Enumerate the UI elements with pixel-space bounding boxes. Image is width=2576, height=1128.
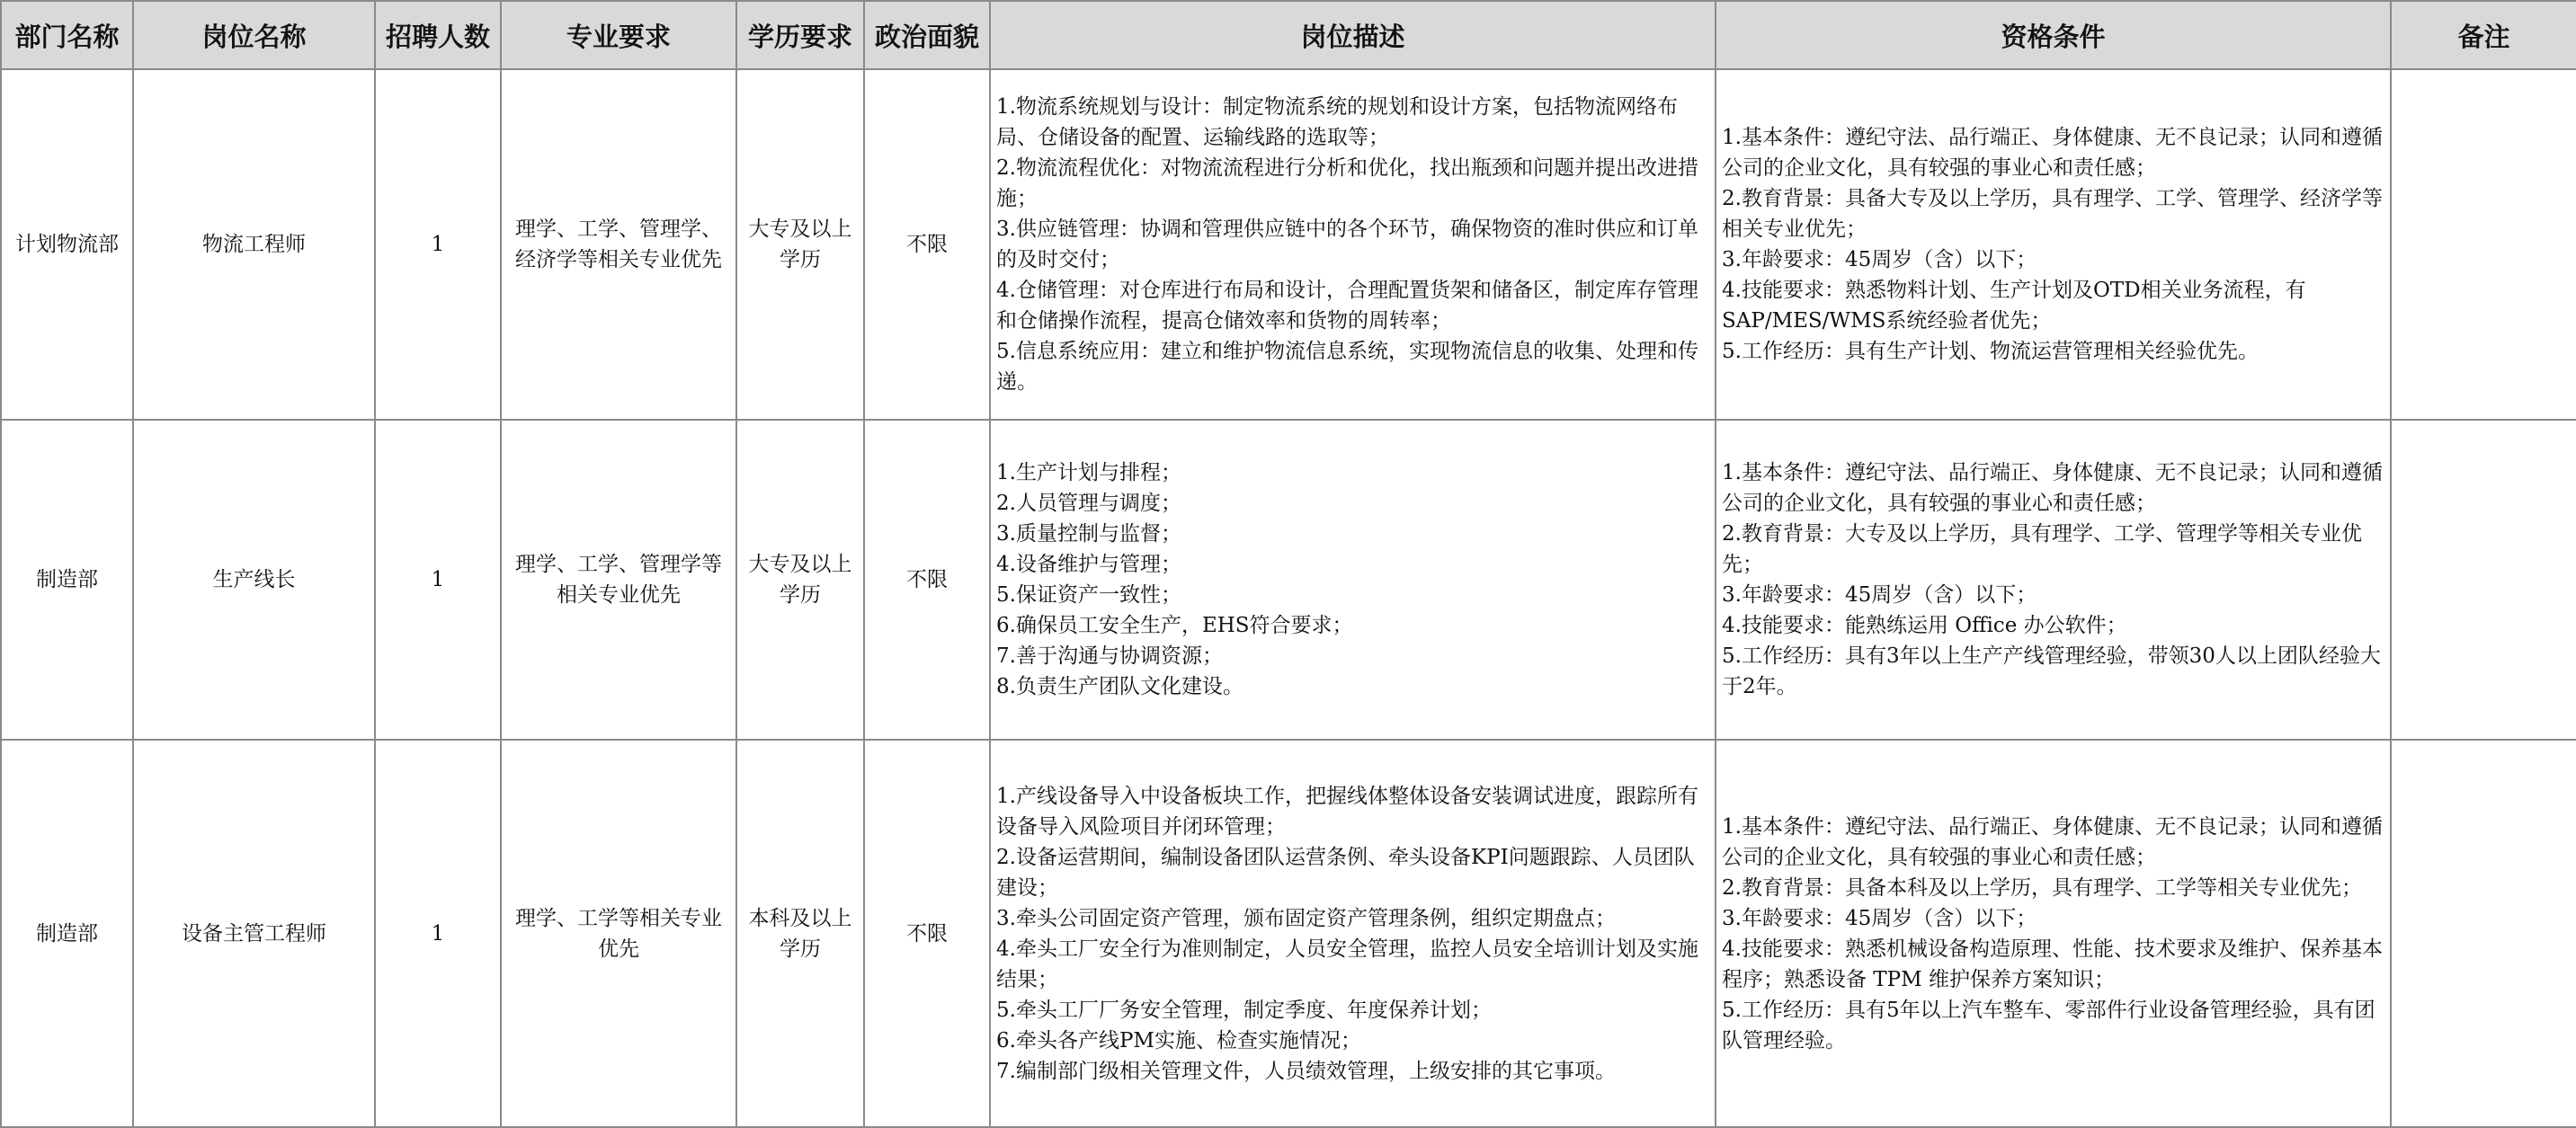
qualifications-list — [1722, 122, 2384, 367]
header-qualifications: 资格条件 — [1716, 1, 2391, 69]
description-item: 6.确保员工安全生产，EHS符合要求； — [996, 614, 1353, 637]
major-text: 理学、工学、管理学等相关专业优先 — [515, 553, 722, 607]
count-text: 1 — [431, 568, 445, 591]
header-description: 岗位描述 — [990, 1, 1716, 69]
position-cell — [133, 69, 375, 420]
count-text: 1 — [431, 233, 445, 256]
qualifications-cell — [1716, 69, 2391, 420]
department-cell — [1, 69, 133, 420]
description-item: 3.牵头公司固定资产管理，颁布固定资产管理条例，组织定期盘点； — [996, 906, 1616, 930]
description-item: 8.负责生产团队文化建设。 — [996, 675, 1243, 698]
qualifications-list — [1722, 812, 2384, 1056]
description-cell — [990, 740, 1716, 1127]
qualifications-cell — [1716, 740, 2391, 1127]
qualification-item: 5.工作经历：具有生产计划、物流运营管理相关经验优先。 — [1722, 340, 2259, 363]
qualification-item: 2.教育背景：大专及以上学历，具有理学、工学、管理学等相关专业优先； — [1722, 522, 2362, 576]
description-list — [996, 781, 1709, 1087]
major-text: 理学、工学、管理学、经济学等相关专业优先 — [515, 218, 722, 271]
remark-cell — [2391, 740, 2576, 1127]
description-item: 2.人员管理与调度； — [996, 492, 1181, 515]
education-cell — [736, 69, 864, 420]
header-major: 专业要求 — [501, 1, 736, 69]
remark-cell — [2391, 420, 2576, 740]
qualification-item: 4.技能要求：熟悉机械设备构造原理、性能、技术要求及维护、保养基本程序；熟悉设备 TPM 维护保养方案知识； — [1722, 937, 2383, 991]
description-item: 3.质量控制与监督； — [996, 522, 1181, 546]
description-item: 4.设备维护与管理； — [996, 553, 1181, 576]
qualification-item: 1.基本条件：遵纪守法、品行端正、身体健康、无不良记录；认同和遵循公司的企业文化，具有较强的事业心和责任感； — [1722, 814, 2383, 869]
count-cell — [375, 420, 501, 740]
position-text: 生产线长 — [212, 568, 296, 591]
header-position: 岗位名称 — [133, 1, 375, 69]
major-cell — [501, 420, 736, 740]
education-text: 本科及以上学历 — [748, 906, 852, 961]
education-cell — [736, 420, 864, 740]
political-text: 不限 — [906, 568, 948, 591]
qualification-item: 4.技能要求：熟悉物料计划、生产计划及OTD相关业务流程，有SAP/MES/WMS系统经验者优先； — [1722, 279, 2306, 333]
department-cell — [1, 740, 133, 1127]
qualification-item: 4.技能要求：能熟练运用 Office 办公软件； — [1722, 614, 2127, 637]
header-political: 政治面貌 — [864, 1, 990, 69]
description-item: 7.善于沟通与协调资源； — [996, 644, 1223, 668]
qualification-item: 2.教育背景：具备大专及以上学历，具有理学、工学、管理学、经济学等相关专业优先； — [1722, 187, 2383, 241]
description-item: 4.牵头工厂安全行为准则制定，人员安全管理，监控人员安全培训计划及实施结果； — [996, 937, 1698, 991]
political-cell — [864, 69, 990, 420]
qualification-item: 5.工作经历：具有5年以上汽车整车、零部件行业设备管理经验，具有团队管理经验。 — [1722, 998, 2375, 1053]
major-cell — [501, 69, 736, 420]
header-remark: 备注 — [2391, 1, 2576, 69]
education-cell — [736, 740, 864, 1127]
description-item: 1.物流系统规划与设计：制定物流系统的规划和设计方案，包括物流网络布局、仓储设备的配置、运输线路的选取等； — [996, 95, 1678, 149]
qualification-item: 1.基本条件：遵纪守法、品行端正、身体健康、无不良记录；认同和遵循公司的企业文化，具有较强的事业心和责任感； — [1722, 461, 2383, 515]
count-text: 1 — [431, 921, 445, 946]
description-item: 4.仓储管理：对仓库进行布局和设计，合理配置货架和储备区，制定库存管理和仓储操作流程，提高仓储效率和货物的周转率； — [996, 279, 1698, 333]
description-list — [996, 92, 1709, 397]
qualifications-list — [1722, 457, 2384, 702]
position-text: 设备主管工程师 — [182, 921, 326, 946]
description-item: 5.保证资产一致性； — [996, 583, 1181, 607]
position-cell — [133, 420, 375, 740]
description-item: 2.物流流程优化：对物流流程进行分析和优化，找出瓶颈和问题并提出改进措施； — [996, 156, 1698, 210]
description-cell — [990, 420, 1716, 740]
header-department: 部门名称 — [1, 1, 133, 69]
political-cell — [864, 420, 990, 740]
qualification-item: 3.年龄要求：45周岁（含）以下； — [1722, 583, 2037, 607]
qualification-item: 3.年龄要求：45周岁（含）以下； — [1722, 248, 2037, 271]
count-cell — [375, 69, 501, 420]
description-list — [996, 457, 1709, 702]
header-education: 学历要求 — [736, 1, 864, 69]
qualification-item: 3.年龄要求：45周岁（含）以下； — [1722, 906, 2037, 930]
department-cell — [1, 420, 133, 740]
description-item: 1.生产计划与排程； — [996, 461, 1181, 484]
remark-cell — [2391, 69, 2576, 420]
header-count: 招聘人数 — [375, 1, 501, 69]
description-item: 5.信息系统应用：建立和维护物流信息系统，实现物流信息的收集、处理和传递。 — [996, 340, 1698, 394]
department-text: 计划物流部 — [15, 233, 119, 256]
department-text: 制造部 — [36, 921, 98, 946]
table-row — [1, 69, 2576, 420]
table-row — [1, 420, 2576, 740]
position-cell — [133, 740, 375, 1127]
description-item: 3.供应链管理：协调和管理供应链中的各个环节，确保物资的准时供应和订单的及时交付； — [996, 218, 1698, 271]
description-item: 7.编制部门级相关管理文件，人员绩效管理，上级安排的其它事项。 — [996, 1059, 1616, 1083]
description-item: 6.牵头各产线PM实施、检查实施情况； — [996, 1028, 1361, 1053]
political-cell — [864, 740, 990, 1127]
count-cell — [375, 740, 501, 1127]
education-text: 大专及以上学历 — [748, 218, 852, 271]
qualification-item: 1.基本条件：遵纪守法、品行端正、身体健康、无不良记录；认同和遵循公司的企业文化，具有较强的事业心和责任感； — [1722, 126, 2383, 180]
table-row — [1, 740, 2576, 1127]
qualification-item: 5.工作经历：具有3年以上生产产线管理经验，带领30人以上团队经验大于2年。 — [1722, 644, 2381, 698]
qualification-item: 2.教育背景：具备本科及以上学历，具有理学、工学等相关专业优先； — [1722, 875, 2362, 900]
department-text: 制造部 — [36, 568, 98, 591]
political-text: 不限 — [906, 233, 948, 256]
education-text: 大专及以上学历 — [748, 553, 852, 607]
qualifications-cell — [1716, 420, 2391, 740]
position-text: 物流工程师 — [202, 233, 306, 256]
major-text: 理学、工学等相关专业优先 — [515, 906, 722, 961]
header-row — [1, 1, 2576, 69]
major-cell — [501, 740, 736, 1127]
political-text: 不限 — [906, 921, 948, 946]
description-item: 5.牵头工厂厂务安全管理，制定季度、年度保养计划； — [996, 998, 1492, 1022]
description-item: 1.产线设备导入中设备板块工作，把握线体整体设备安装调试进度，跟踪所有设备导入风险项目并闭环管理； — [996, 784, 1698, 839]
description-item: 2.设备运营期间，编制设备团队运营条例、牵头设备KPI问题跟踪、人员团队建设； — [996, 845, 1695, 900]
description-cell — [990, 69, 1716, 420]
